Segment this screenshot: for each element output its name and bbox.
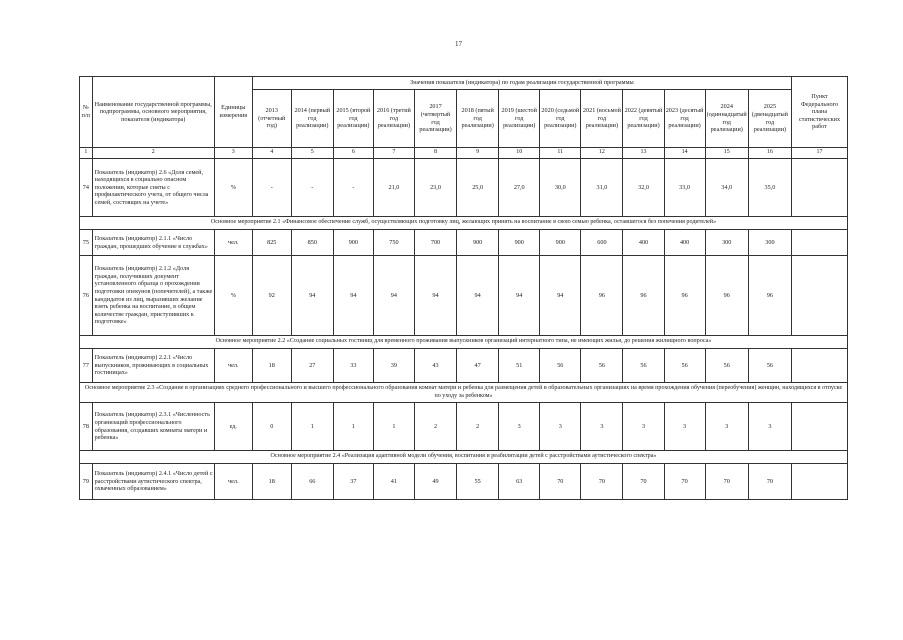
indicator-value: 56 — [581, 349, 623, 383]
indicator-value: 63 — [499, 464, 540, 500]
indicator-value: 31,0 — [581, 159, 623, 217]
header-year: 2025 (двенадцатый год реализации) — [748, 90, 791, 148]
indicator-value: 47 — [457, 349, 499, 383]
indicator-value: 94 — [373, 256, 414, 336]
indicator-value: 3 — [540, 403, 581, 451]
header-year: 2014 (первый год реализации) — [291, 90, 333, 148]
header-year: 2023 (десятый год реализации) — [664, 90, 705, 148]
indicator-row — [80, 464, 848, 500]
column-number: 16 — [748, 148, 791, 159]
indicator-value: 55 — [457, 464, 499, 500]
row-number: 76 — [80, 256, 93, 336]
indicator-value: 34,0 — [705, 159, 748, 217]
indicator-value: 3 — [664, 403, 705, 451]
header-name: Наименование государственной программы, подпрограммы, основного мероприятия, показателя (индикатора) — [92, 77, 214, 148]
indicator-value: 70 — [748, 464, 791, 500]
indicator-value: 900 — [333, 230, 373, 256]
row-number: 79 — [80, 464, 93, 500]
indicator-value: 56 — [664, 349, 705, 383]
indicator-name: Показатель (индикатор) 2.1.2 «Доля граждан, получивших документ установленного образца о прохождении подготовки опекунов (попечителей), а также кандидатов из лиц, выразивших желание взять ребенка на воспитание, в общем количестве граждан, приступивших к подготовке» — [92, 256, 214, 336]
indicator-value: 900 — [457, 230, 499, 256]
indicator-value: 850 — [291, 230, 333, 256]
indicator-value: 49 — [414, 464, 456, 500]
indicator-row — [80, 159, 848, 217]
indicator-value: 43 — [414, 349, 456, 383]
indicator-value: 94 — [333, 256, 373, 336]
indicator-value: - — [291, 159, 333, 217]
indicator-value: 27,0 — [499, 159, 540, 217]
indicator-value: 70 — [540, 464, 581, 500]
indicator-value: 300 — [748, 230, 791, 256]
header-values-group: Значения показателя (индикатора) по годам реализации государственной программы — [252, 77, 791, 90]
indicator-value: 37 — [333, 464, 373, 500]
column-number: 7 — [373, 148, 414, 159]
plan-item-cell — [792, 159, 848, 217]
header-year: 2021 (восьмой год реализации) — [581, 90, 623, 148]
indicator-value: 66 — [291, 464, 333, 500]
indicator-value: 750 — [373, 230, 414, 256]
column-number: 15 — [705, 148, 748, 159]
indicator-value: 400 — [664, 230, 705, 256]
indicator-value: 94 — [499, 256, 540, 336]
indicator-row — [80, 230, 848, 256]
indicator-value: 96 — [623, 256, 664, 336]
header-year: 2019 (шестой год реализации) — [499, 90, 540, 148]
indicator-value: 3 — [581, 403, 623, 451]
indicator-value: 33 — [333, 349, 373, 383]
indicator-value: 70 — [705, 464, 748, 500]
column-number: 2 — [92, 148, 214, 159]
indicator-value: 94 — [414, 256, 456, 336]
plan-item-cell — [792, 256, 848, 336]
plan-item-cell — [792, 403, 848, 451]
section-title: Основное мероприятие 2.1 «Финансовое обеспечение служб, осуществляющих подготовку лиц, желающих принять на воспитание в свою семью ребенка, оставшегося без попечения родителей» — [80, 217, 848, 230]
section-row — [80, 217, 848, 230]
column-number: 12 — [581, 148, 623, 159]
column-number: 14 — [664, 148, 705, 159]
column-number: 13 — [623, 148, 664, 159]
indicator-value: 2 — [457, 403, 499, 451]
indicator-value: 300 — [705, 230, 748, 256]
section-title: Основное мероприятие 2.3 «Создание в организациях среднего профессионального и высшего профессионального образования комнат матери и ребенка для размещения детей в образовательных организациях на время прохождения обучения (переобучения) женщин, находящихся в отпуске по уходу за ребенком» — [80, 383, 848, 403]
indicator-name: Показатель (индикатор) 2.2.1 «Число выпускников, проживающих в социальных гостиницах» — [92, 349, 214, 383]
indicator-value: 27 — [291, 349, 333, 383]
indicator-value: 23,0 — [414, 159, 456, 217]
plan-item-cell — [792, 464, 848, 500]
section-row — [80, 451, 848, 464]
indicator-value: 18 — [252, 349, 291, 383]
indicator-value: 0 — [252, 403, 291, 451]
column-number: 10 — [499, 148, 540, 159]
section-row — [80, 336, 848, 349]
indicator-value: 56 — [748, 349, 791, 383]
indicator-value: 56 — [705, 349, 748, 383]
header-year: 2020 (седьмой год реализации) — [540, 90, 581, 148]
indicator-value: 32,0 — [623, 159, 664, 217]
page-number: 17 — [455, 40, 462, 48]
indicator-row — [80, 403, 848, 451]
indicator-value: 96 — [581, 256, 623, 336]
indicator-value: 825 — [252, 230, 291, 256]
indicator-value: 94 — [540, 256, 581, 336]
header-plan-item: Пункт Федерального плана статистических работ — [792, 77, 848, 148]
column-number: 3 — [214, 148, 252, 159]
header-year: 2024 (одиннадцатый год реализации) — [705, 90, 748, 148]
indicator-value: 30,0 — [540, 159, 581, 217]
indicator-value: 92 — [252, 256, 291, 336]
indicator-unit: чел. — [214, 464, 252, 500]
indicator-value: 33,0 — [664, 159, 705, 217]
indicator-value: 94 — [457, 256, 499, 336]
header-year: 2017 (четвертый год реализации) — [414, 90, 456, 148]
indicator-value: 96 — [664, 256, 705, 336]
indicator-value: 1 — [291, 403, 333, 451]
header-year: 2018 (пятый год реализации) — [457, 90, 499, 148]
column-number-row — [80, 148, 848, 159]
header-unit: Единицы измерения — [214, 77, 252, 148]
indicator-value: 18 — [252, 464, 291, 500]
indicator-value: 3 — [748, 403, 791, 451]
indicator-table — [79, 76, 848, 500]
column-number: 5 — [291, 148, 333, 159]
indicator-value: 1 — [333, 403, 373, 451]
indicator-unit: % — [214, 256, 252, 336]
column-number: 8 — [414, 148, 456, 159]
indicator-row — [80, 349, 848, 383]
column-number: 11 — [540, 148, 581, 159]
indicator-value: - — [252, 159, 291, 217]
indicator-value: - — [333, 159, 373, 217]
header-year: 2022 (девятый год реализации) — [623, 90, 664, 148]
row-number: 75 — [80, 230, 93, 256]
indicator-value: 35,0 — [748, 159, 791, 217]
column-number: 4 — [252, 148, 291, 159]
header-row-top — [80, 77, 848, 90]
indicator-value: 25,0 — [457, 159, 499, 217]
indicator-value: 700 — [414, 230, 456, 256]
indicator-value: 1 — [373, 403, 414, 451]
indicator-value: 94 — [291, 256, 333, 336]
row-number: 74 — [80, 159, 93, 217]
indicator-unit: чел. — [214, 349, 252, 383]
section-title: Основное мероприятие 2.4 «Реализация адаптивной модели обучения, воспитания и реабилитации детей с расстройствами аутистического спектра» — [80, 451, 848, 464]
indicator-value: 56 — [623, 349, 664, 383]
indicator-name: Показатель (индикатор) 2.6 «Доля семей, находящихся в социально опасном положении, которые сняты с профилактического учета, от общего числа семей, состоящих на учете» — [92, 159, 214, 217]
indicator-value: 3 — [499, 403, 540, 451]
row-number: 78 — [80, 403, 93, 451]
column-number: 1 — [80, 148, 93, 159]
indicator-value: 21,0 — [373, 159, 414, 217]
indicator-value: 51 — [499, 349, 540, 383]
indicator-value: 70 — [664, 464, 705, 500]
indicator-value: 900 — [540, 230, 581, 256]
indicator-name: Показатель (индикатор) 2.4.1 «Число детей с расстройствами аутистического спектра, охваченных образованием» — [92, 464, 214, 500]
indicator-value: 96 — [705, 256, 748, 336]
indicator-unit: % — [214, 159, 252, 217]
indicator-value: 600 — [581, 230, 623, 256]
header-year: 2015 (второй год реализации) — [333, 90, 373, 148]
indicator-name: Показатель (индикатор) 2.1.1 «Число граждан, прошедших обучение в службах» — [92, 230, 214, 256]
indicator-value: 41 — [373, 464, 414, 500]
indicator-value: 3 — [705, 403, 748, 451]
header-year: 2013 (отчетный год) — [252, 90, 291, 148]
indicator-value: 96 — [748, 256, 791, 336]
column-number: 6 — [333, 148, 373, 159]
indicator-row — [80, 256, 848, 336]
section-title: Основное мероприятие 2.2 «Создание социальных гостиниц для временного проживания выпускников организаций интернатного типа, не имеющих жилья, до решения жилищного вопроса» — [80, 336, 848, 349]
indicator-value: 400 — [623, 230, 664, 256]
indicator-value: 70 — [623, 464, 664, 500]
plan-item-cell — [792, 349, 848, 383]
header-num: № п/п — [80, 77, 93, 148]
column-number: 17 — [792, 148, 848, 159]
indicator-value: 3 — [623, 403, 664, 451]
indicator-unit: чел. — [214, 230, 252, 256]
header-year: 2016 (третий год реализации) — [373, 90, 414, 148]
indicator-unit: ед. — [214, 403, 252, 451]
plan-item-cell — [792, 230, 848, 256]
indicator-value: 2 — [414, 403, 456, 451]
indicator-name: Показатель (индикатор) 2.3.1 «Численность организаций профессионального образования, создавших комнаты матери и ребенка» — [92, 403, 214, 451]
indicator-value: 900 — [499, 230, 540, 256]
row-number: 77 — [80, 349, 93, 383]
indicator-value: 39 — [373, 349, 414, 383]
indicator-value: 70 — [581, 464, 623, 500]
column-number: 9 — [457, 148, 499, 159]
section-row — [80, 383, 848, 403]
indicator-value: 56 — [540, 349, 581, 383]
table-body — [80, 159, 848, 500]
